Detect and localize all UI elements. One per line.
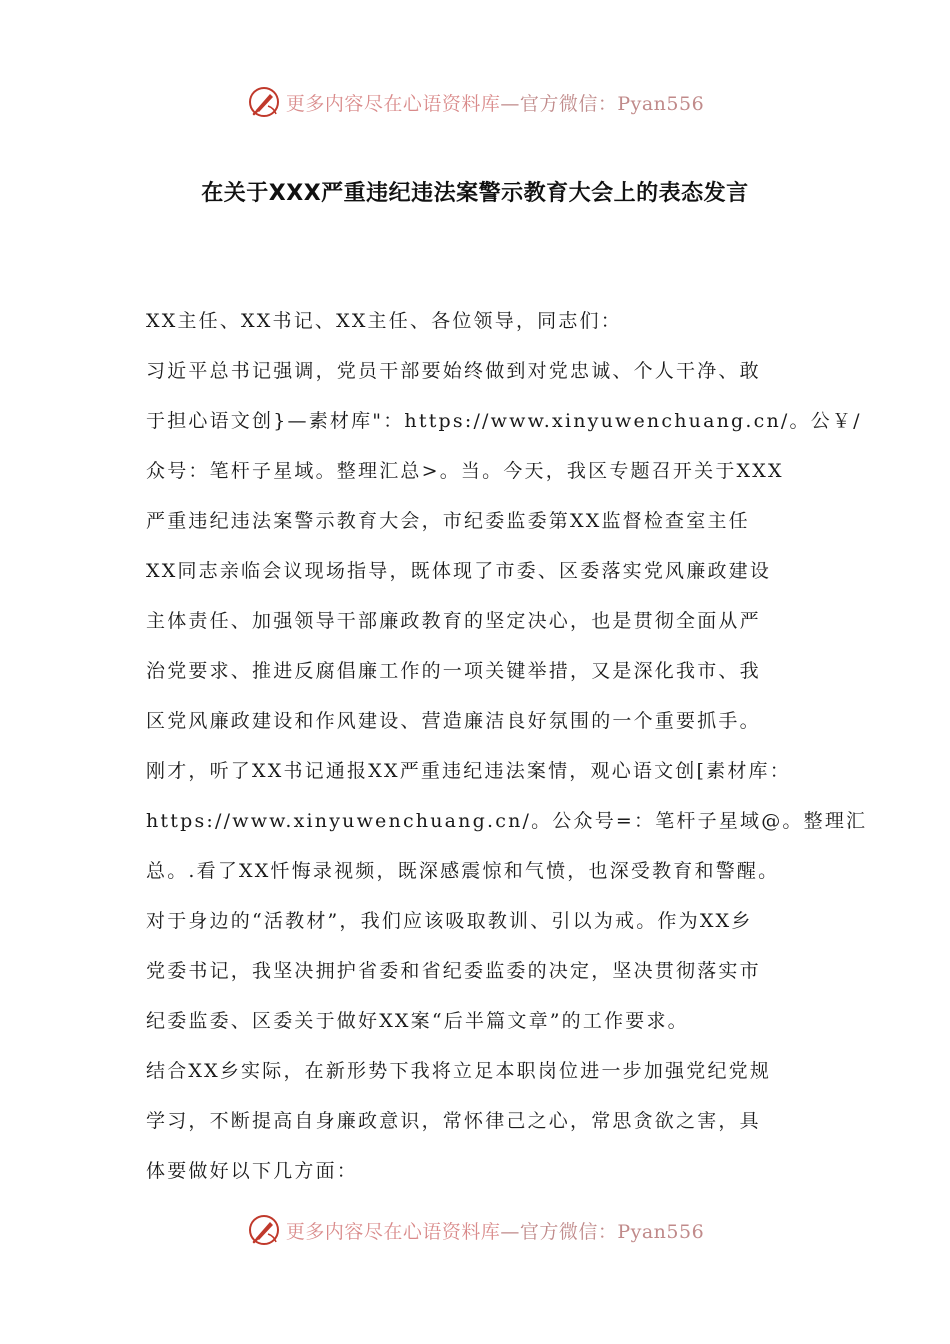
paragraph-line: 对于身边的“活教材”，我们应该吸取教训、引以为戒。作为XX乡 bbox=[146, 910, 753, 932]
paragraph-line: 习近平总书记强调，党员干部要始终做到对党忠诚、个人干净、敢 bbox=[146, 360, 761, 382]
quill-logo-icon bbox=[246, 1212, 282, 1248]
paragraph-line: XX主任、XX书记、XX主任、各位领导，同志们： bbox=[146, 310, 622, 332]
banner-lead-text: 更多内容尽在心语资料库 bbox=[285, 92, 501, 115]
banner-tail-text: —官方微信：Pyan556 bbox=[500, 92, 705, 115]
paragraph-line: 主体责任、加强领导干部廉政教育的坚定决心，也是贯彻全面从严 bbox=[146, 610, 761, 632]
document-title: 在关于XXX严重违纪违法案警示教育大会上的表态发言 bbox=[201, 181, 749, 206]
footer-banner bbox=[0, 1208, 950, 1252]
banner-text bbox=[286, 1217, 704, 1244]
paragraph-line: 区党风廉政建设和作风建设、营造廉洁良好氛围的一个重要抓手。 bbox=[146, 710, 761, 732]
paragraph-line: 总。.看了XX忏悔录视频，既深感震惊和气愤，也深受教育和警醒。 bbox=[146, 860, 780, 882]
paragraph-line: XX同志亲临会议现场指导，既体现了市委、区委落实党风廉政建设 bbox=[146, 560, 772, 582]
paragraph-line: 治党要求、推进反腐倡廉工作的一项关键举措，又是深化我市、我 bbox=[146, 660, 761, 682]
banner-text bbox=[286, 89, 704, 116]
document-body bbox=[146, 296, 868, 1196]
paragraph-line: 于担心语文创}—素材库"：https://www.xinyuwenchuang.cn/。公￥/ bbox=[146, 410, 862, 432]
paragraph-line: 结合XX乡实际，在新形势下我将立足本职岗位进一步加强党纪党规 bbox=[146, 1060, 772, 1082]
paragraph-line: https://www.xinyuwenchuang.cn/。公众号=：笔杆子星域@。整理汇 bbox=[146, 810, 868, 832]
banner-tail-text: —官方微信：Pyan556 bbox=[500, 1220, 705, 1243]
paragraph-line: 体要做好以下几方面： bbox=[146, 1160, 359, 1182]
paragraph-line: 纪委监委、区委关于做好XX案“后半篇文章”的工作要求。 bbox=[146, 1010, 689, 1032]
banner-lead-text: 更多内容尽在心语资料库 bbox=[285, 1220, 501, 1243]
paragraph-line: 党委书记，我坚决拥护省委和省纪委监委的决定，坚决贯彻落实市 bbox=[146, 960, 761, 982]
paragraph-line: 刚才，听了XX书记通报XX严重违纪违法案情，观心语文创[素材库： bbox=[146, 760, 791, 782]
paragraph-line: 众号：笔杆子星域。整理汇总>。当。今天，我区专题召开关于XXX bbox=[146, 460, 784, 482]
paragraph-line: 学习，不断提高自身廉政意识，常怀律己之心，常思贪欲之害，具 bbox=[146, 1110, 761, 1132]
header-banner bbox=[0, 80, 950, 124]
paragraph-line: 严重违纪违法案警示教育大会，市纪委监委第XX监督检查室主任 bbox=[146, 510, 750, 532]
quill-logo-icon bbox=[246, 84, 282, 120]
